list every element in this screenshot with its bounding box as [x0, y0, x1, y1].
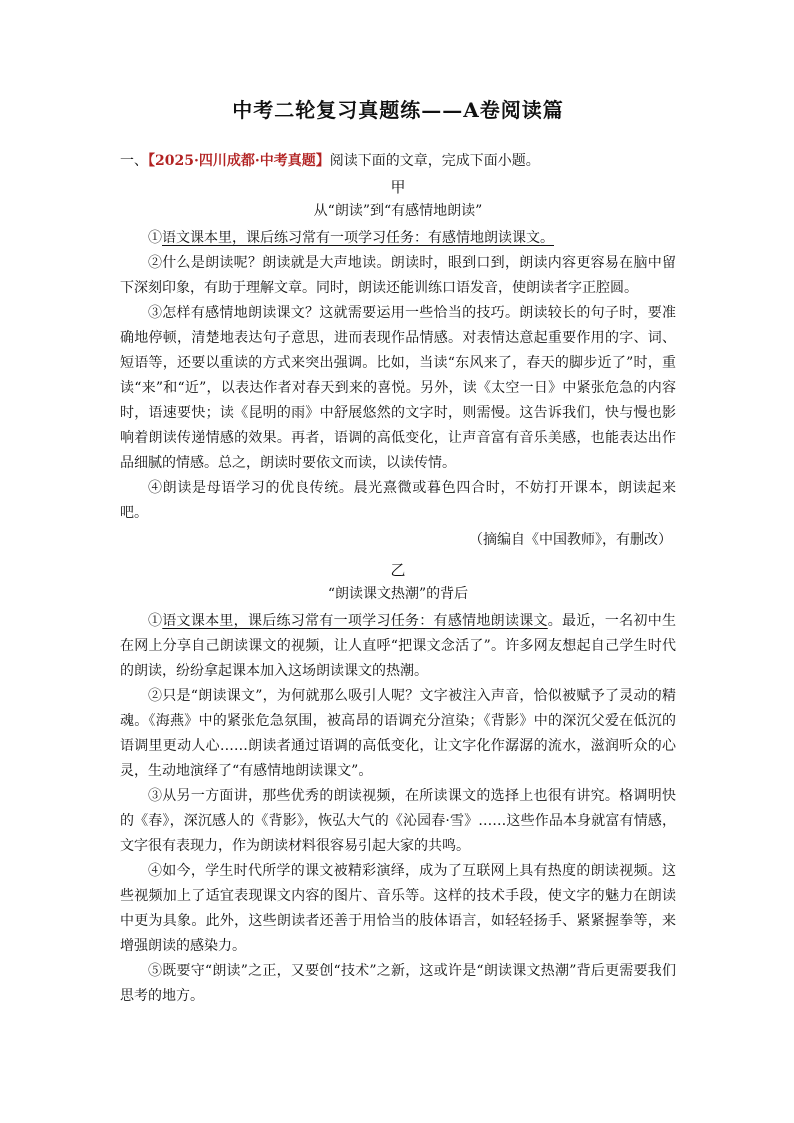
yi-p1-rest: 。最近，一名初中生在网上分享自己朗读课文的视频，让人直呼“把课文念活了”。许多网友想起自己学生时代的朗读，纷纷拿起课本加入这场朗读课文的热潮。	[120, 613, 677, 679]
jia-p1-number: ①	[148, 230, 162, 246]
jia-paragraph-2: ②什么是朗读呢？朗读就是大声地读。朗读时，眼到口到，朗读内容更容易在脑中留下深刻印象，有助于理解文章。同时，朗读还能训练口语发音，使朗读者字正腔圆。	[120, 255, 676, 296]
jia-p1-underlined: 语文课本里，课后练习常有一项学习任务：有感情地朗读课文。	[162, 230, 554, 246]
jia-citation: （摘编自《中国教师》，有删改）	[469, 532, 672, 548]
yi-paragraph-2: ②只是“朗读课文”，为何就那么吸引人呢？文字被注入声音，恰似被赋予了灵动的精魂。《海燕》中的紧张危急氛围，被高昂的语调充分渲染；《背影》中的深沉父爱在低沉的语调里更动人心……朗读者通过语调的高低变化，让文字化作潺潺的流水，滋润听众的心灵，生动地演绎了“有感情地朗读课文”。	[120, 688, 676, 779]
yi-paragraph-5: ⑤既要守“朗读”之正，又要创“技术”之新，这或许是“朗读课文热潮”背后更需要我们思考的地方。	[120, 963, 676, 1004]
yi-paragraph-1	[120, 609, 676, 684]
section-yi-title: “朗读课文热潮”的背后	[327, 586, 469, 602]
jia-paragraph-1	[120, 226, 676, 251]
yi-paragraph-3: ③从另一方面讲，那些优秀的朗读视频，在所读课文的选择上也很有讲究。格调明快的《春》，深沉感人的《背影》，恢弘大气的《沁园春·雪》……这些作品本身就富有情感，文字很有表现力，作为朗读材料很容易引起大家的共鸣。	[120, 788, 676, 854]
section-jia-mark: 甲	[390, 178, 406, 196]
section-jia-title: 从“朗读”到“有感情地朗读”	[313, 203, 483, 219]
question-header	[120, 150, 676, 172]
section-yi-mark: 乙	[390, 561, 406, 579]
yi-p1-number: ①	[148, 613, 163, 629]
jia-paragraph-3: ③怎样有感情地朗读课文？这就需要运用一些恰当的技巧。朗读较长的句子时，要准确地停顿，清楚地表达句子意思，进而表现作品情感。对表情达意起重要作用的字、词、短语等，还要以重读的方式来突出强调。比如，当读“东风来了，春天的脚步近了”时，重读“来”和“近”，以表达作者对春天到来的喜悦。另外，读《太空一日》中紧张危急的内容时，语速要快；读《昆明的雨》中舒展悠然的文字时，则需慢。这告诉我们，快与慢也影响着朗读传递情感的效果。再者，语调的高低变化，让声音富有音乐美感，也能表达出作品细腻的情感。总之，朗读时要依文而读，以读传情。	[120, 305, 676, 471]
question-source: 【2025·四川成都·中考真题】	[148, 153, 330, 169]
jia-paragraph-4: ④朗读是母语学习的优良传统。晨光熹微或暮色四合时，不妨打开课本，朗读起来吧。	[120, 480, 676, 521]
yi-p1-underlined: 语文课本里，课后练习常有一项学习任务：有感情地朗读课文	[162, 613, 548, 629]
document-title: 中考二轮复习真题练——A卷阅读篇	[232, 98, 564, 122]
document-content	[120, 96, 676, 1009]
yi-paragraph-4: ④如今，学生时代所学的课文被精彩演绎，成为了互联网上具有热度的朗读视频。这些视频加上了适宜表现课文内容的图片、音乐等。这样的技术手段，使文字的魅力在朗读中更为具象。此外，这些朗读者还善于用恰当的肢体语言，如轻轻扬手、紧紧握拳等，来增强朗读的感染力。	[120, 863, 676, 954]
question-number: 一、	[120, 153, 148, 169]
question-instruction: 阅读下面的文章，完成下面小题。	[329, 153, 540, 169]
